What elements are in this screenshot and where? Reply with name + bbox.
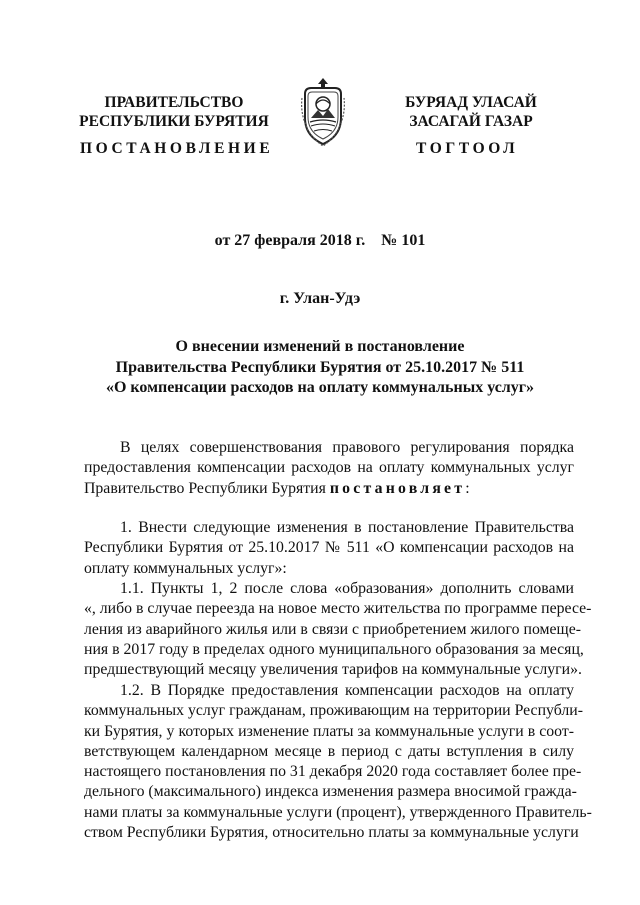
text-line: ством Республики Бурятия, относительно платы за коммунальные услуги [84,824,579,842]
doc-type-russian: ПОСТАНОВЛЕНИЕ [80,140,274,157]
text-line: дельного (максимального) индекса изменения размера вносимой гражда- [84,783,577,801]
preamble-paragraph [84,438,574,499]
government-name-buryat [372,93,570,131]
government-name-line2: РЕСПУБЛИКИ БУРЯТИЯ [79,113,269,130]
title-line: Правительства Республики Бурятия от 25.10.2017 № 511 [115,358,525,376]
text-line: ния в 2017 году в пределах одного муниципального образования за месяц, [84,640,584,658]
title-line: «О компенсации расходов на оплату коммунальных услуг» [105,379,535,396]
text-line: предоставления компенсации расходов на оплату коммунальных услуг [84,459,574,477]
text-line [84,479,574,499]
title-line: О внесении изменений в постановление [175,338,465,355]
preamble-subject: Правительство Республики Бурятия [84,479,330,497]
government-name-russian [70,93,278,131]
text-line: ветствующем календарном месяце в период с даты вступления в силу [84,742,574,760]
doc-type-buryat: ТОГТООЛ [416,140,519,157]
document-title [60,337,580,399]
coat-of-arms-icon [298,74,348,152]
item-1-paragraph [84,518,574,579]
item-1-1-paragraph [84,579,592,680]
text-line: 1.1. Пункты 1, 2 после слова «образования» дополнить словами [120,580,574,597]
government-name-buryat-line1: БУРЯАД УЛАСАЙ [405,94,537,111]
resolves-word: постановляет [329,479,466,497]
text-line: Республики Бурятия от 25.10.2017 № 511 «О компенсации расходов на [84,539,574,557]
text-line: предшествующий месяцу увеличения тарифов на коммунальные услуги». [84,661,582,679]
text-line: настоящего постановления по 31 декабря 2020 года составляет более пре- [84,763,582,781]
text-line: ки Бурятия, у которых изменение платы за коммунальные услуги в соот- [84,722,574,740]
government-name-line1: ПРАВИТЕЛЬСТВО [104,94,244,111]
text-line: В целях совершенствования правового регулирования порядка [120,439,574,456]
text-line: коммунальных услуг гражданам, проживающим на территории Республи- [84,702,583,720]
document-date-number: от 27 февраля 2018 г. № 101 [214,232,426,249]
preamble-colon: : [465,479,470,497]
government-name-buryat-line2: ЗАСАГАЙ ГАЗАР [409,113,533,130]
document-city: г. Улан-Удэ [279,290,361,307]
text-line: нами платы за коммунальные услуги (процент), утвержденного Правитель- [84,803,592,821]
text-line: «, либо в случае переезда на новое место жительства по программе пересе- [84,600,592,618]
text-line: 1.2. В Порядке предоставления компенсации расходов на оплату [120,682,574,699]
item-1-2-paragraph [84,681,592,843]
text-line: ления из аварийного жилья или в связи с приобретением жилого помеще- [84,620,581,638]
text-line: оплату коммунальных услуг»: [84,559,287,577]
text-line: 1. Внести следующие изменения в постановление Правительства [120,519,574,536]
